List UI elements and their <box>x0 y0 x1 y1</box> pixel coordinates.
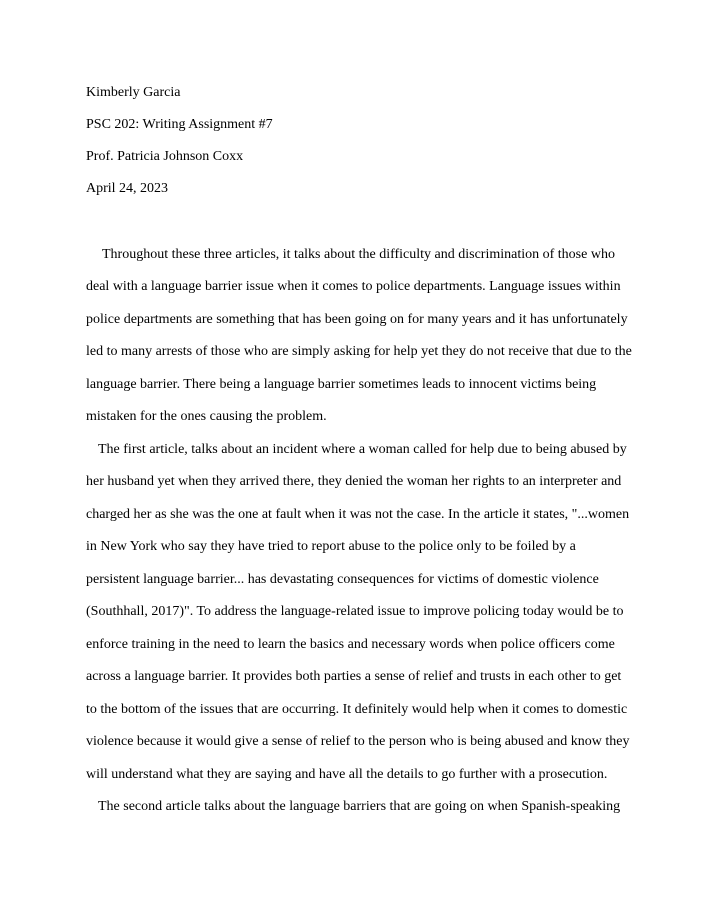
paragraph-line: led to many arrests of those who are simply asking for help yet they do not receive that due to the <box>86 344 632 359</box>
course-title: PSC 202: Writing Assignment #7 <box>86 117 273 132</box>
professor-name: Prof. Patricia Johnson Coxx <box>86 149 244 164</box>
paragraph-line: deal with a language barrier issue when it comes to police departments. Language issues within <box>86 279 621 294</box>
paragraph-line: Throughout these three articles, it talks about the difficulty and discrimination of those who <box>102 247 615 262</box>
paragraph-line: her husband yet when they arrived there, they denied the woman her rights to an interpreter and <box>86 474 622 489</box>
paragraph-line: police departments are something that has been going on for many years and it has unfortunately <box>86 312 628 327</box>
paragraph-line: mistaken for the ones causing the problem. <box>86 409 327 424</box>
paragraph-line: The first article, talks about an incident where a woman called for help due to being abused by <box>98 442 627 457</box>
author-name: Kimberly Garcia <box>86 85 181 100</box>
paragraph-line: charged her as she was the one at fault when it was not the case. In the article it states, "...women <box>86 507 630 522</box>
paragraph-line: The second article talks about the language barriers that are going on when Spanish-speaking <box>98 799 621 814</box>
paragraph-line: persistent language barrier... has devastating consequences for victims of domestic violence <box>86 572 599 587</box>
paragraph-line: to the bottom of the issues that are occurring. It definitely would help when it comes to domestic <box>86 702 628 717</box>
paragraph-line: violence because it would give a sense of relief to the person who is being abused and know they <box>86 734 630 749</box>
paragraph-line: language barrier. There being a language barrier sometimes leads to innocent victims being <box>86 377 597 392</box>
assignment-date: April 24, 2023 <box>86 181 169 196</box>
paragraph-line: will understand what they are saying and have all the details to go further with a prosecution. <box>86 767 608 782</box>
paragraph-line: enforce training in the need to learn the basics and necessary words when police officers come <box>86 637 615 652</box>
paragraph-line: across a language barrier. It provides both parties a sense of relief and trusts in each other to get <box>86 669 622 684</box>
paragraph-line: in New York who say they have tried to report abuse to the police only to be foiled by a <box>86 539 576 554</box>
paragraph-line: (Southhall, 2017)". To address the language-related issue to improve policing today would be to <box>86 604 624 619</box>
